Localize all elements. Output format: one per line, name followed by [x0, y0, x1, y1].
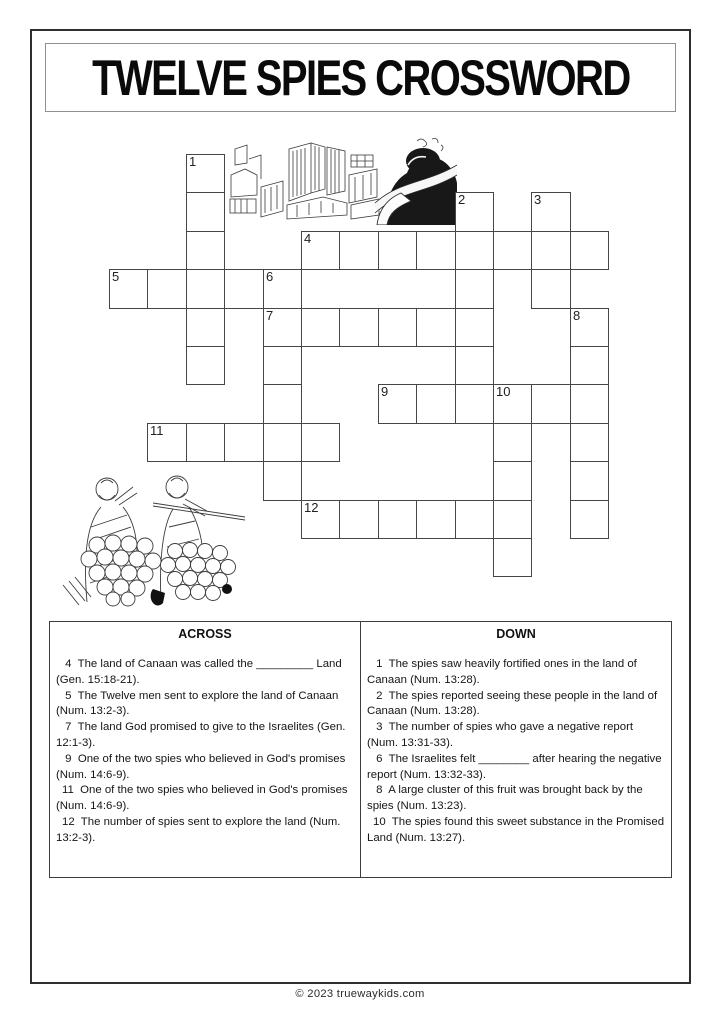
clue-item: 12 The number of spies sent to explore the land (Num. 13:2-3). [56, 815, 344, 844]
down-clue-list [361, 657, 671, 847]
clue-item: 9 One of the two spies who believed in God's promises (Num. 14:6-9). [56, 752, 349, 781]
across-clue-list [50, 657, 360, 847]
clue-number-label: 2 [458, 192, 466, 207]
crossword-cell[interactable] [493, 384, 532, 424]
crossword-cell[interactable] [301, 500, 340, 539]
crossword-cell[interactable] [186, 308, 225, 347]
clue-number-label: 9 [381, 384, 389, 399]
page-title: TWELVE SPIES CROSSWORD [91, 49, 630, 106]
crossword-cell[interactable] [186, 154, 225, 193]
crossword-cell[interactable] [531, 269, 571, 309]
crossword-cell[interactable] [109, 269, 148, 309]
clue-number-label: 3 [534, 192, 542, 207]
crossword-cell[interactable] [378, 384, 417, 424]
clue-number-label: 8 [573, 308, 581, 323]
clue-item: 3 The number of spies who gave a negative report (Num. 13:31-33). [367, 721, 637, 749]
crossword-cell[interactable] [263, 461, 302, 501]
crossword-cell[interactable] [147, 423, 187, 462]
clue-item: 11 One of the two spies who believed in God's promises (Num. 14:6-9). [56, 784, 351, 813]
crossword-cell[interactable] [570, 384, 609, 424]
crossword-cell[interactable] [147, 269, 187, 309]
clue-number-label: 4 [304, 231, 312, 246]
crossword-cell[interactable] [339, 500, 379, 539]
crossword-cell[interactable] [378, 308, 417, 347]
clue-item: 2 The spies reported seeing these people in the land of Canaan (Num. 13:28). [367, 689, 661, 718]
crossword-cell[interactable] [455, 269, 494, 309]
crossword-cell[interactable] [224, 269, 264, 309]
crossword-cell[interactable] [339, 231, 379, 270]
crossword-cell[interactable] [301, 423, 340, 462]
clue-number-label: 5 [112, 269, 120, 284]
clue-item: 5 The Twelve men sent to explore the land of Canaan (Num. 13:2-3). [56, 689, 342, 718]
crossword-cell[interactable] [416, 308, 456, 347]
crossword-cell[interactable] [455, 308, 494, 347]
crossword-cell[interactable] [416, 384, 456, 424]
across-header: ACROSS [178, 627, 232, 641]
crossword-cell[interactable] [455, 192, 494, 232]
clue-item: 10 The spies found this sweet substance in the Promised Land (Num. 13:27). [367, 815, 668, 844]
clue-number-label: 11 [150, 423, 164, 438]
clue-number-label: 12 [304, 500, 319, 515]
crossword-cell[interactable] [570, 461, 609, 501]
crossword-cell[interactable] [570, 231, 609, 270]
crossword-cell[interactable] [531, 231, 571, 270]
crossword-cell[interactable] [339, 308, 379, 347]
clue-number-label: 1 [189, 154, 197, 169]
clue-item: 7 The land God promised to give to the Israelites (Gen. 12:1-3). [56, 721, 349, 749]
crossword-cell[interactable] [263, 346, 302, 385]
crossword-cell[interactable] [455, 346, 494, 385]
crossword-cell[interactable] [224, 423, 264, 462]
crossword-cell[interactable] [493, 500, 532, 539]
crossword-cell[interactable] [493, 538, 532, 577]
crossword-cell[interactable] [378, 231, 417, 270]
down-header: DOWN [496, 627, 536, 641]
clue-box [49, 621, 672, 878]
crossword-cell[interactable] [186, 423, 225, 462]
crossword-cell[interactable] [263, 423, 302, 462]
crossword-cell[interactable] [531, 192, 571, 232]
clue-item: 8 A large cluster of this fruit was brought back by the spies (Num. 13:23). [367, 784, 646, 813]
crossword-cell[interactable] [301, 308, 340, 347]
crossword-cell[interactable] [416, 500, 456, 539]
crossword-cell[interactable] [416, 231, 456, 270]
crossword-cell[interactable] [186, 269, 225, 309]
crossword-cell[interactable] [301, 231, 340, 270]
crossword-cell[interactable] [493, 231, 532, 270]
crossword-cell[interactable] [455, 231, 494, 270]
clue-number-label: 6 [266, 269, 274, 284]
crossword-cell[interactable] [570, 308, 609, 347]
crossword-cell[interactable] [531, 384, 571, 424]
crossword-cell[interactable] [570, 423, 609, 462]
clue-item: 6 The Israelites felt ________ after hearing the negative report (Num. 13:32-33). [367, 752, 665, 781]
crossword-cell[interactable] [186, 231, 225, 270]
clue-number-label: 10 [496, 384, 511, 399]
crossword-cell[interactable] [493, 423, 532, 462]
crossword-cell[interactable] [186, 346, 225, 385]
crossword-cell[interactable] [263, 308, 302, 347]
crossword-cell[interactable] [378, 500, 417, 539]
down-clues-section [361, 622, 671, 877]
crossword-cell[interactable] [570, 346, 609, 385]
clue-item: 4 The land of Canaan was called the _________ Land (Gen. 15:18-21). [56, 658, 345, 686]
crossword-cell[interactable] [455, 500, 494, 539]
crossword-cell[interactable] [455, 384, 494, 424]
crossword-cell[interactable] [263, 269, 302, 309]
across-clues-section [50, 622, 361, 877]
clue-number-label: 7 [266, 308, 274, 323]
crossword-cell[interactable] [186, 192, 225, 232]
crossword-cell[interactable] [493, 461, 532, 501]
crossword-cell[interactable] [263, 384, 302, 424]
clue-item: 1 The spies saw heavily fortified ones in the land of Canaan (Num. 13:28). [367, 658, 641, 686]
copyright-footer: © 2023 truewaykids.com [295, 988, 425, 1000]
crossword-cell[interactable] [570, 500, 609, 539]
